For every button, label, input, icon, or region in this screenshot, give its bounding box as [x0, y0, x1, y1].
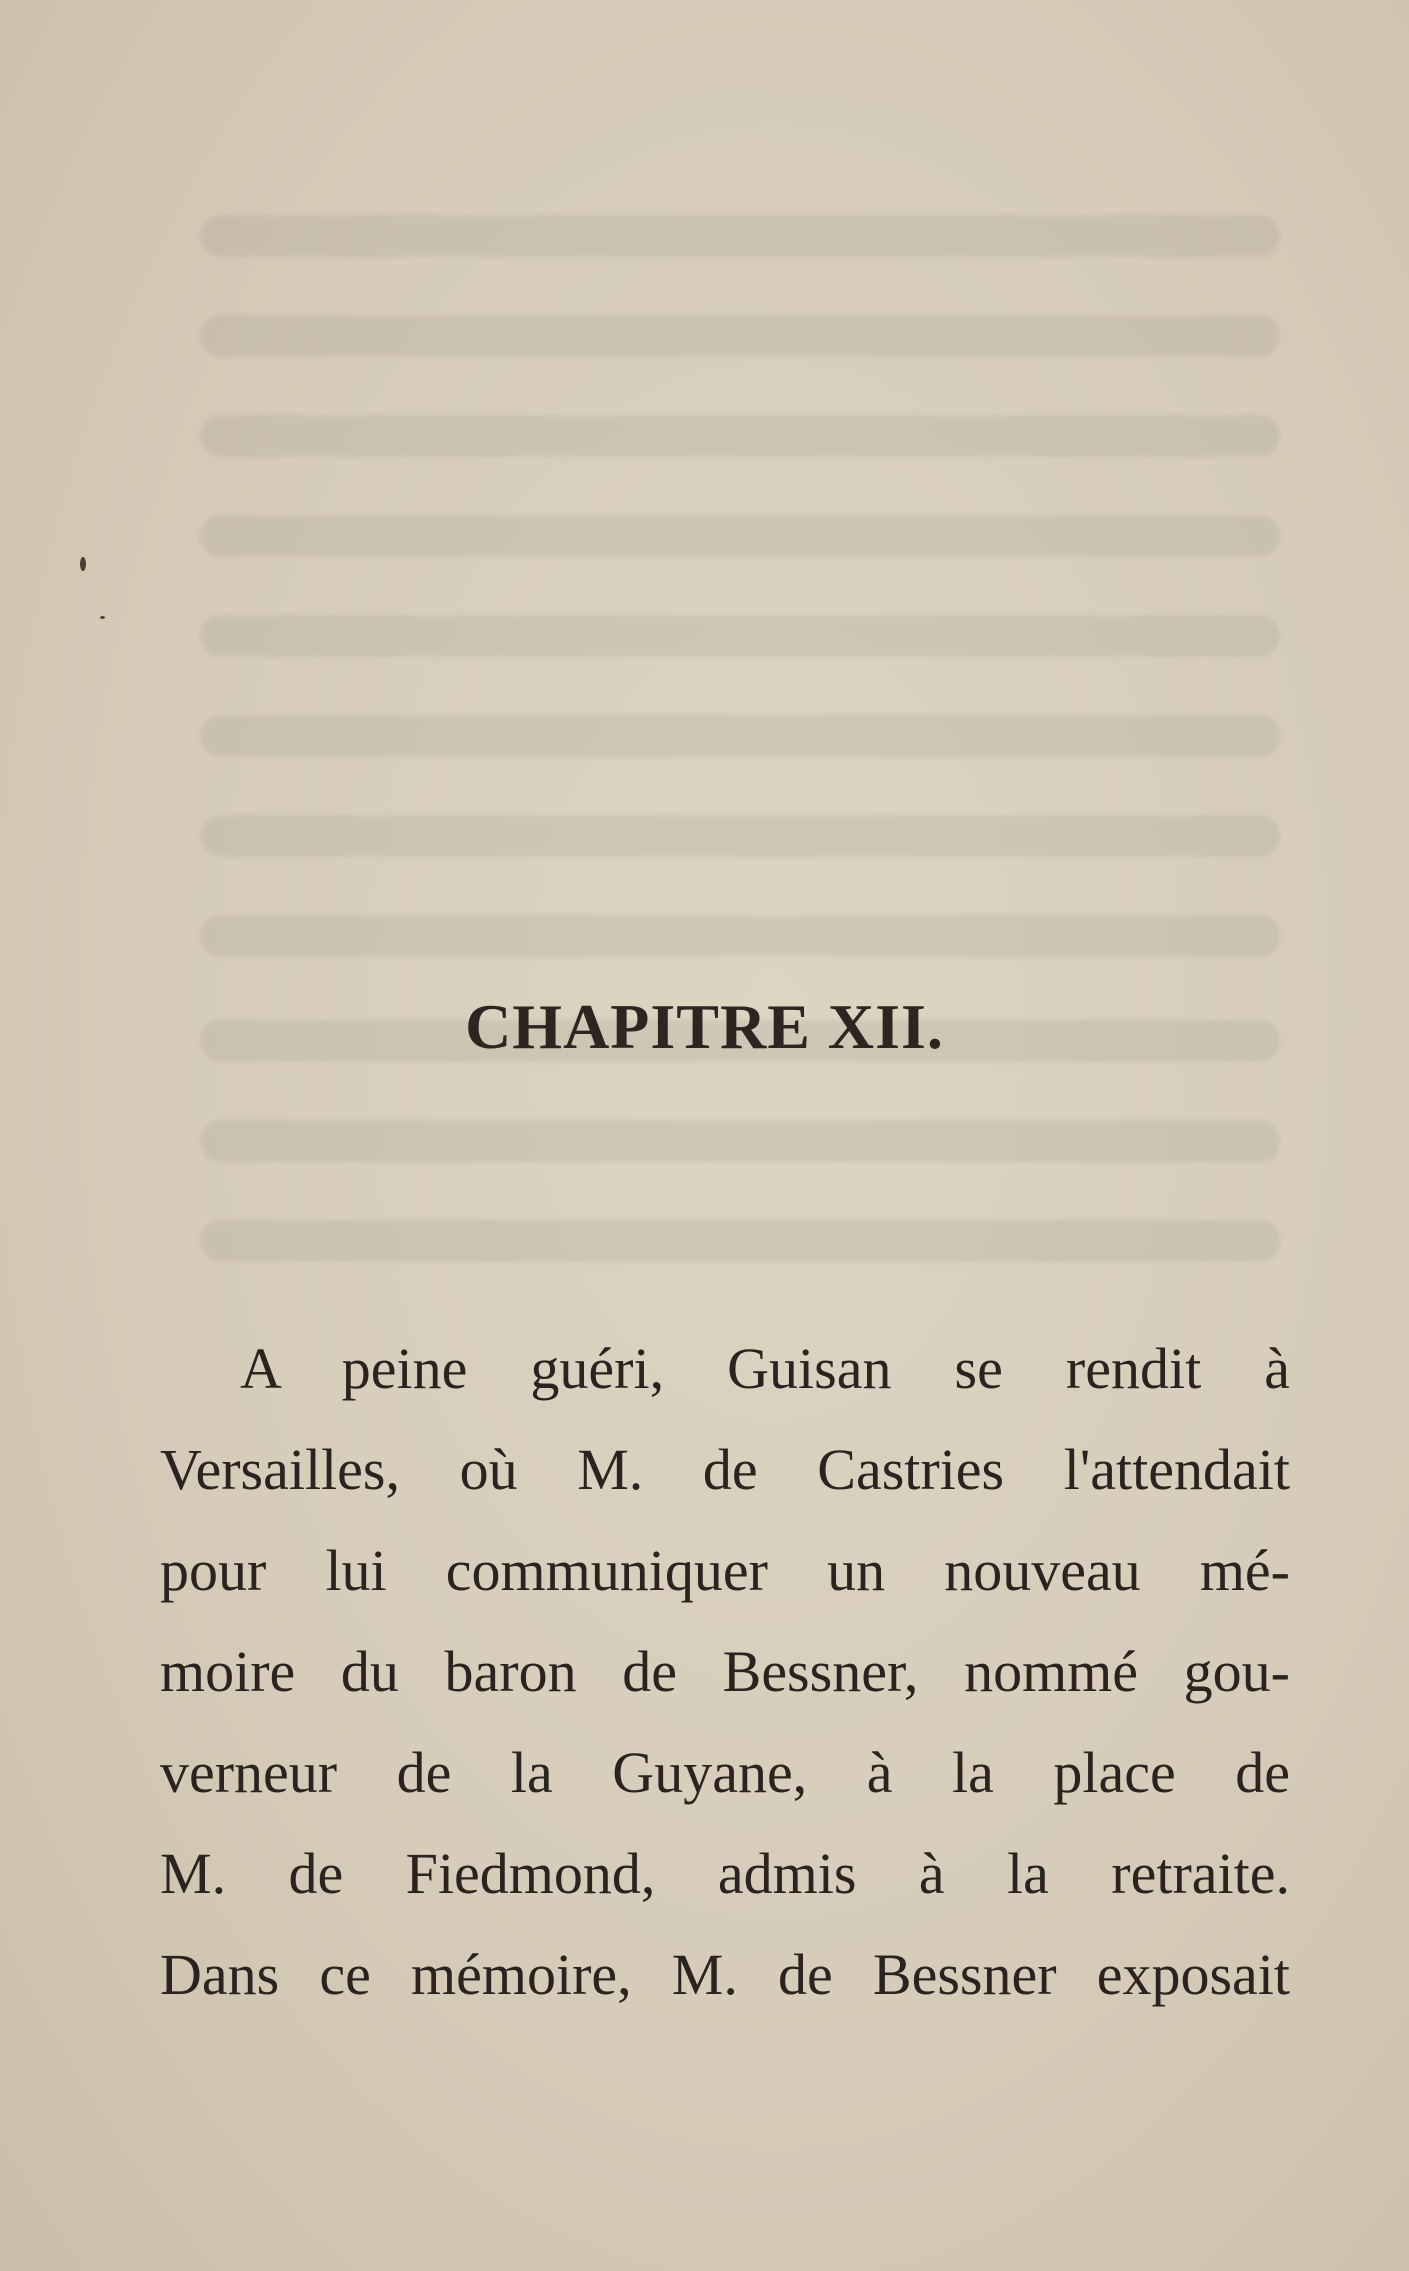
text-line: Dans ce mémoire, M. de Bessner exposait: [160, 1942, 1290, 2007]
text-line: pour lui communiquer un nouveau mé-: [160, 1538, 1290, 1603]
text-line: moire du baron de Bessner, nommé gou-: [160, 1639, 1290, 1704]
chapter-title: CHAPITRE XII.: [465, 991, 944, 1062]
paragraph: [160, 1318, 1290, 2025]
ink-speck: [100, 616, 105, 619]
text-line: M. de Fiedmond, admis à la retraite.: [160, 1841, 1290, 1906]
text-line: Versailles, où M. de Castries l'attendait: [160, 1437, 1290, 1502]
ink-speck: [80, 557, 86, 571]
text-line: A peine guéri, Guisan se rendit à: [240, 1336, 1290, 1401]
text-line: verneur de la Guyane, à la place de: [160, 1740, 1290, 1805]
